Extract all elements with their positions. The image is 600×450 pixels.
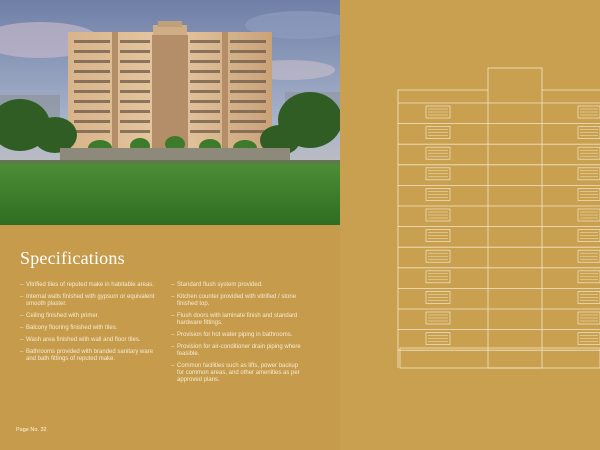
spec-item: – Common facilities such as lifts, power backup for common areas, and other amenities as per approved plans. <box>171 363 306 384</box>
spec-item: – Provision for hot water piping in bathrooms. <box>171 332 306 339</box>
building-elevation-drawing <box>340 0 600 450</box>
spec-item: – Ceiling finished with primer. <box>20 313 155 320</box>
spec-item: – Balcony flooring finished with tiles. <box>20 325 155 332</box>
building-render-photo <box>0 0 340 225</box>
spec-item: – Kitchen counter provided with vitrified / stone finished top. <box>171 294 306 308</box>
right-page <box>340 0 600 450</box>
specifications-list-right <box>171 282 306 389</box>
spec-item: – Flush doors with laminate finish and standard hardware fittings. <box>171 313 306 327</box>
spec-item: – Standard flush system provided. <box>171 282 306 289</box>
spec-item: – Vitrified tiles of reputed make in habitable areas. <box>20 282 155 289</box>
spec-item: – Bathrooms provided with branded sanitary ware and bath fittings of reputed make. <box>20 349 155 363</box>
specifications-list-left <box>20 282 155 368</box>
specifications-heading: Specifications <box>20 248 125 268</box>
spec-item: – Wash area finished with wall and floor tiles. <box>20 337 155 344</box>
page-number: Page No. 32 <box>16 427 47 433</box>
elevation-floor-lines <box>398 103 600 350</box>
building-render-illustration <box>0 0 340 225</box>
spec-item: – Internal walls finished with gypsum or equivalent smooth plaster. <box>20 294 155 308</box>
spec-item: – Provision for air-conditioner drain piping where feasible. <box>171 344 306 358</box>
